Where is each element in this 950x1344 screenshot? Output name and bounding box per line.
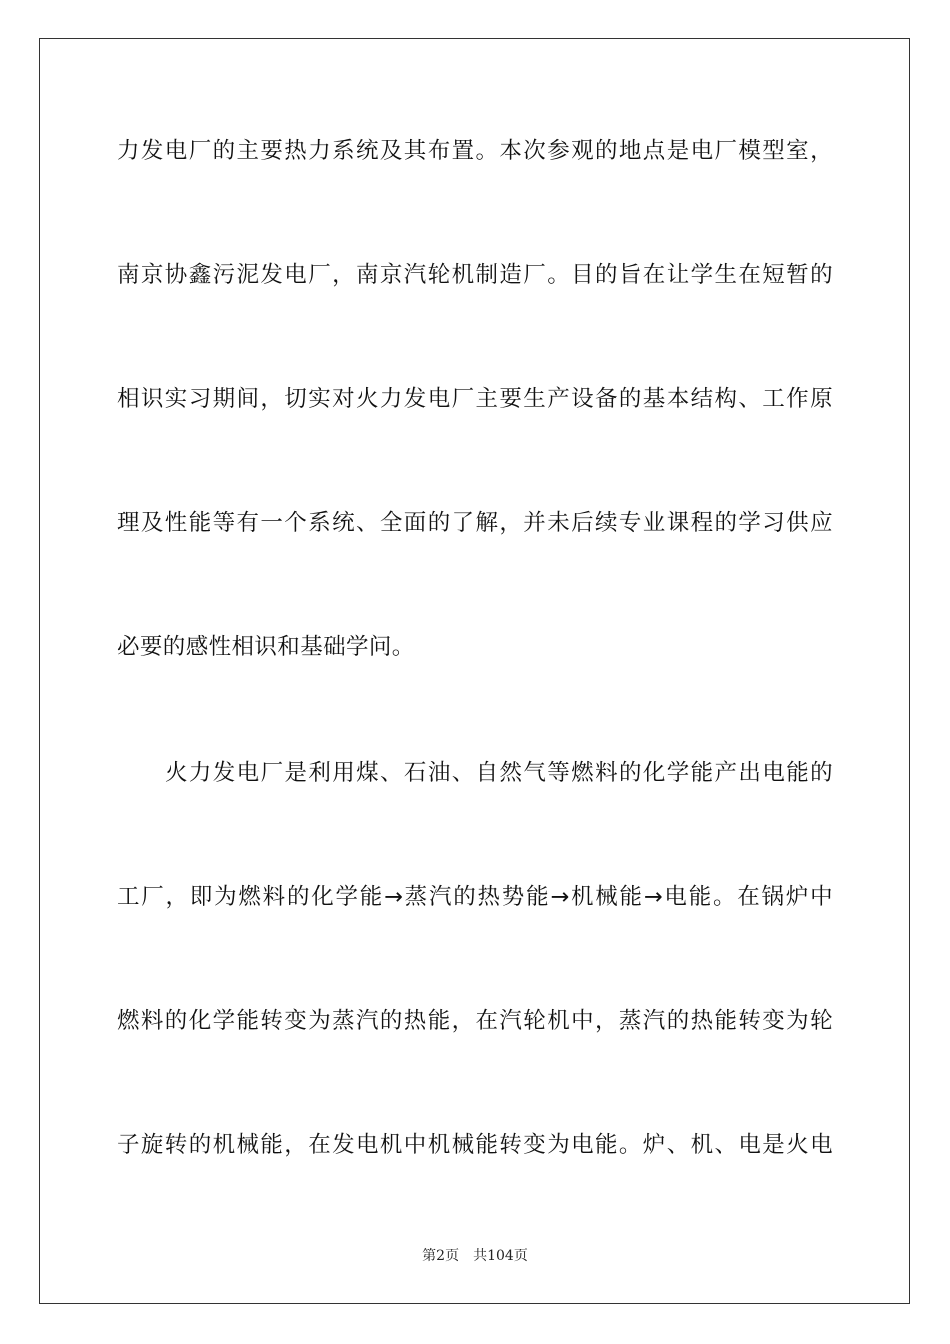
- body-line-4: 理及性能等有一个系统、全面的了解，并未后续专业课程的学习供应: [117, 510, 833, 536]
- body-line-8: 燃料的化学能转变为蒸汽的热能，在汽轮机中，蒸汽的热能转变为轮: [117, 1008, 833, 1034]
- page-total: 共104页: [473, 1248, 528, 1264]
- body-line-3: 相识实习期间，切实对火力发电厂主要生产设备的基本结构、工作原: [117, 386, 833, 412]
- body-line-1: 力发电厂的主要热力系统及其布置。本次参观的地点是电厂模型室，: [117, 138, 833, 164]
- body-line-5: 必要的感性相识和基础学问。: [117, 634, 415, 660]
- page-number: 第2页: [422, 1248, 460, 1264]
- body-line-9: 子旋转的机械能，在发电机中机械能转变为电能。炉、机、电是火电: [117, 1132, 833, 1158]
- body-line-2: 南京协鑫污泥发电厂，南京汽轮机制造厂。目的旨在让学生在短暂的: [117, 262, 833, 288]
- body-line-6: 火力发电厂是利用煤、石油、自然气等燃料的化学能产出电能的: [165, 760, 833, 786]
- page-border: [39, 38, 910, 1304]
- body-line-7: 工厂，即为燃料的化学能→蒸汽的热势能→机械能→电能。在锅炉中: [117, 884, 833, 910]
- page-footer: [0, 1246, 950, 1266]
